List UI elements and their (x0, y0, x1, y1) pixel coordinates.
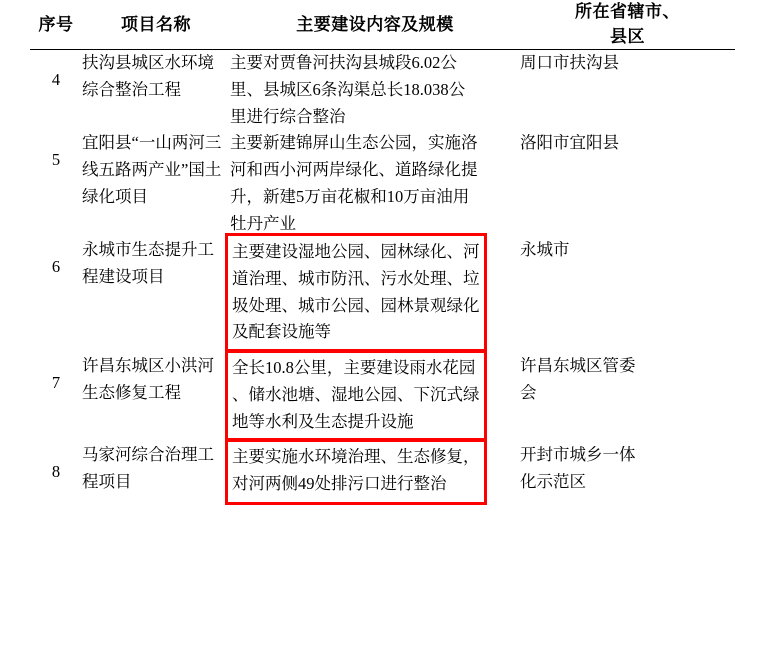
cell-region (520, 353, 735, 442)
cell-region (520, 237, 735, 353)
content-text (230, 130, 520, 237)
content-text (230, 50, 520, 130)
column-header-seq: 序号 (38, 15, 74, 34)
text-line: 道治理、城市防汛、污水处理、垃 (232, 269, 480, 289)
text-line: 程建设项目 (82, 267, 165, 287)
text-line: 永城市 (520, 240, 570, 260)
text-line: 主要新建锦屏山生态公园，实施洛 (230, 133, 478, 153)
table-row (30, 50, 735, 130)
text-line: 主要对贾鲁河扶沟县城段6.02公 (230, 53, 457, 73)
text-line: 地等水利及生态提升设施 (232, 411, 414, 431)
text-line: 里、县城区6条沟渠总长18.038公 (230, 80, 466, 99)
column-header-content: 主要建设内容及规模 (296, 15, 454, 34)
highlight-box (225, 349, 487, 442)
text-line: 主要实施水环境治理、生态修复， (232, 447, 480, 467)
text-line: 绿化项目 (82, 186, 148, 206)
text-line: 及配套设施等 (232, 322, 331, 342)
cell-project-name (82, 50, 230, 130)
cell-region (520, 50, 735, 130)
table-header (30, 0, 735, 49)
column-header-region-line1: 所在省辖市、 (575, 2, 680, 21)
text-line: 升，新建5万亩花椒和10万亩油用 (230, 186, 470, 206)
text-line: 圾处理、城市公园、园林景观绿化 (232, 295, 480, 315)
text-line: 许昌东城区小洪河 (82, 356, 214, 376)
cell-region (520, 130, 735, 237)
text-line: 永城市生态提升工 (82, 240, 214, 260)
text-line: 河和西小河两岸绿化、道路绿化提 (230, 160, 478, 180)
text-line: 开封市城乡一体 (520, 445, 636, 465)
cell-seq: 6 (51, 257, 61, 277)
text-line: 牡丹产业 (230, 213, 296, 233)
table-body (30, 50, 735, 505)
table-row (30, 130, 735, 237)
column-header-region (520, 0, 735, 49)
text-line: 马家河综合治理工 (82, 445, 214, 465)
text-line: 线五路两产业”国土 (82, 160, 222, 180)
cell-seq: 5 (51, 150, 61, 170)
table-row (30, 237, 735, 353)
project-table (30, 0, 735, 49)
text-line: 会 (520, 382, 537, 402)
cell-project-name (82, 353, 230, 442)
cell-project-name (82, 130, 230, 237)
highlight-box (225, 438, 487, 504)
text-line: 全长10.8公里，主要建设雨水花园 (232, 358, 476, 378)
text-line: 程项目 (82, 472, 132, 492)
text-line: 主要建设湿地公园、园林绿化、河 (232, 242, 480, 262)
cell-content (230, 442, 520, 504)
table-row (30, 353, 735, 442)
text-line: 扶沟县城区水环境 (82, 53, 214, 73)
cell-seq: 8 (51, 462, 61, 482)
text-line: 化示范区 (520, 472, 586, 492)
text-line: 许昌东城区管委 (520, 356, 636, 376)
cell-content (230, 237, 520, 353)
cell-seq: 7 (51, 373, 61, 393)
cell-seq: 4 (51, 70, 61, 90)
text-line: 综合整治工程 (82, 80, 181, 99)
cell-project-name (82, 237, 230, 353)
cell-project-name (82, 442, 230, 504)
cell-content (230, 353, 520, 442)
text-line: 里进行综合整治 (230, 106, 346, 126)
project-table-body (30, 50, 735, 505)
column-header-region-line2: 县区 (610, 26, 645, 46)
cell-content (230, 130, 520, 237)
cell-region (520, 442, 735, 504)
column-header-project-name: 项目名称 (121, 15, 191, 34)
text-line: 宜阳县“一山两河三 (82, 133, 222, 153)
text-line: 生态修复工程 (82, 382, 181, 402)
table-row (30, 442, 735, 504)
text-line: 对河两侧49处排污口进行整治 (232, 474, 447, 494)
text-line: 洛阳市宜阳县 (520, 133, 619, 153)
table-header-row (30, 0, 735, 49)
cell-content (230, 50, 520, 130)
text-line: 周口市扶沟县 (520, 53, 619, 73)
text-line: 、储水池塘、湿地公园、下沉式绿 (232, 384, 480, 404)
highlight-box (225, 233, 487, 353)
